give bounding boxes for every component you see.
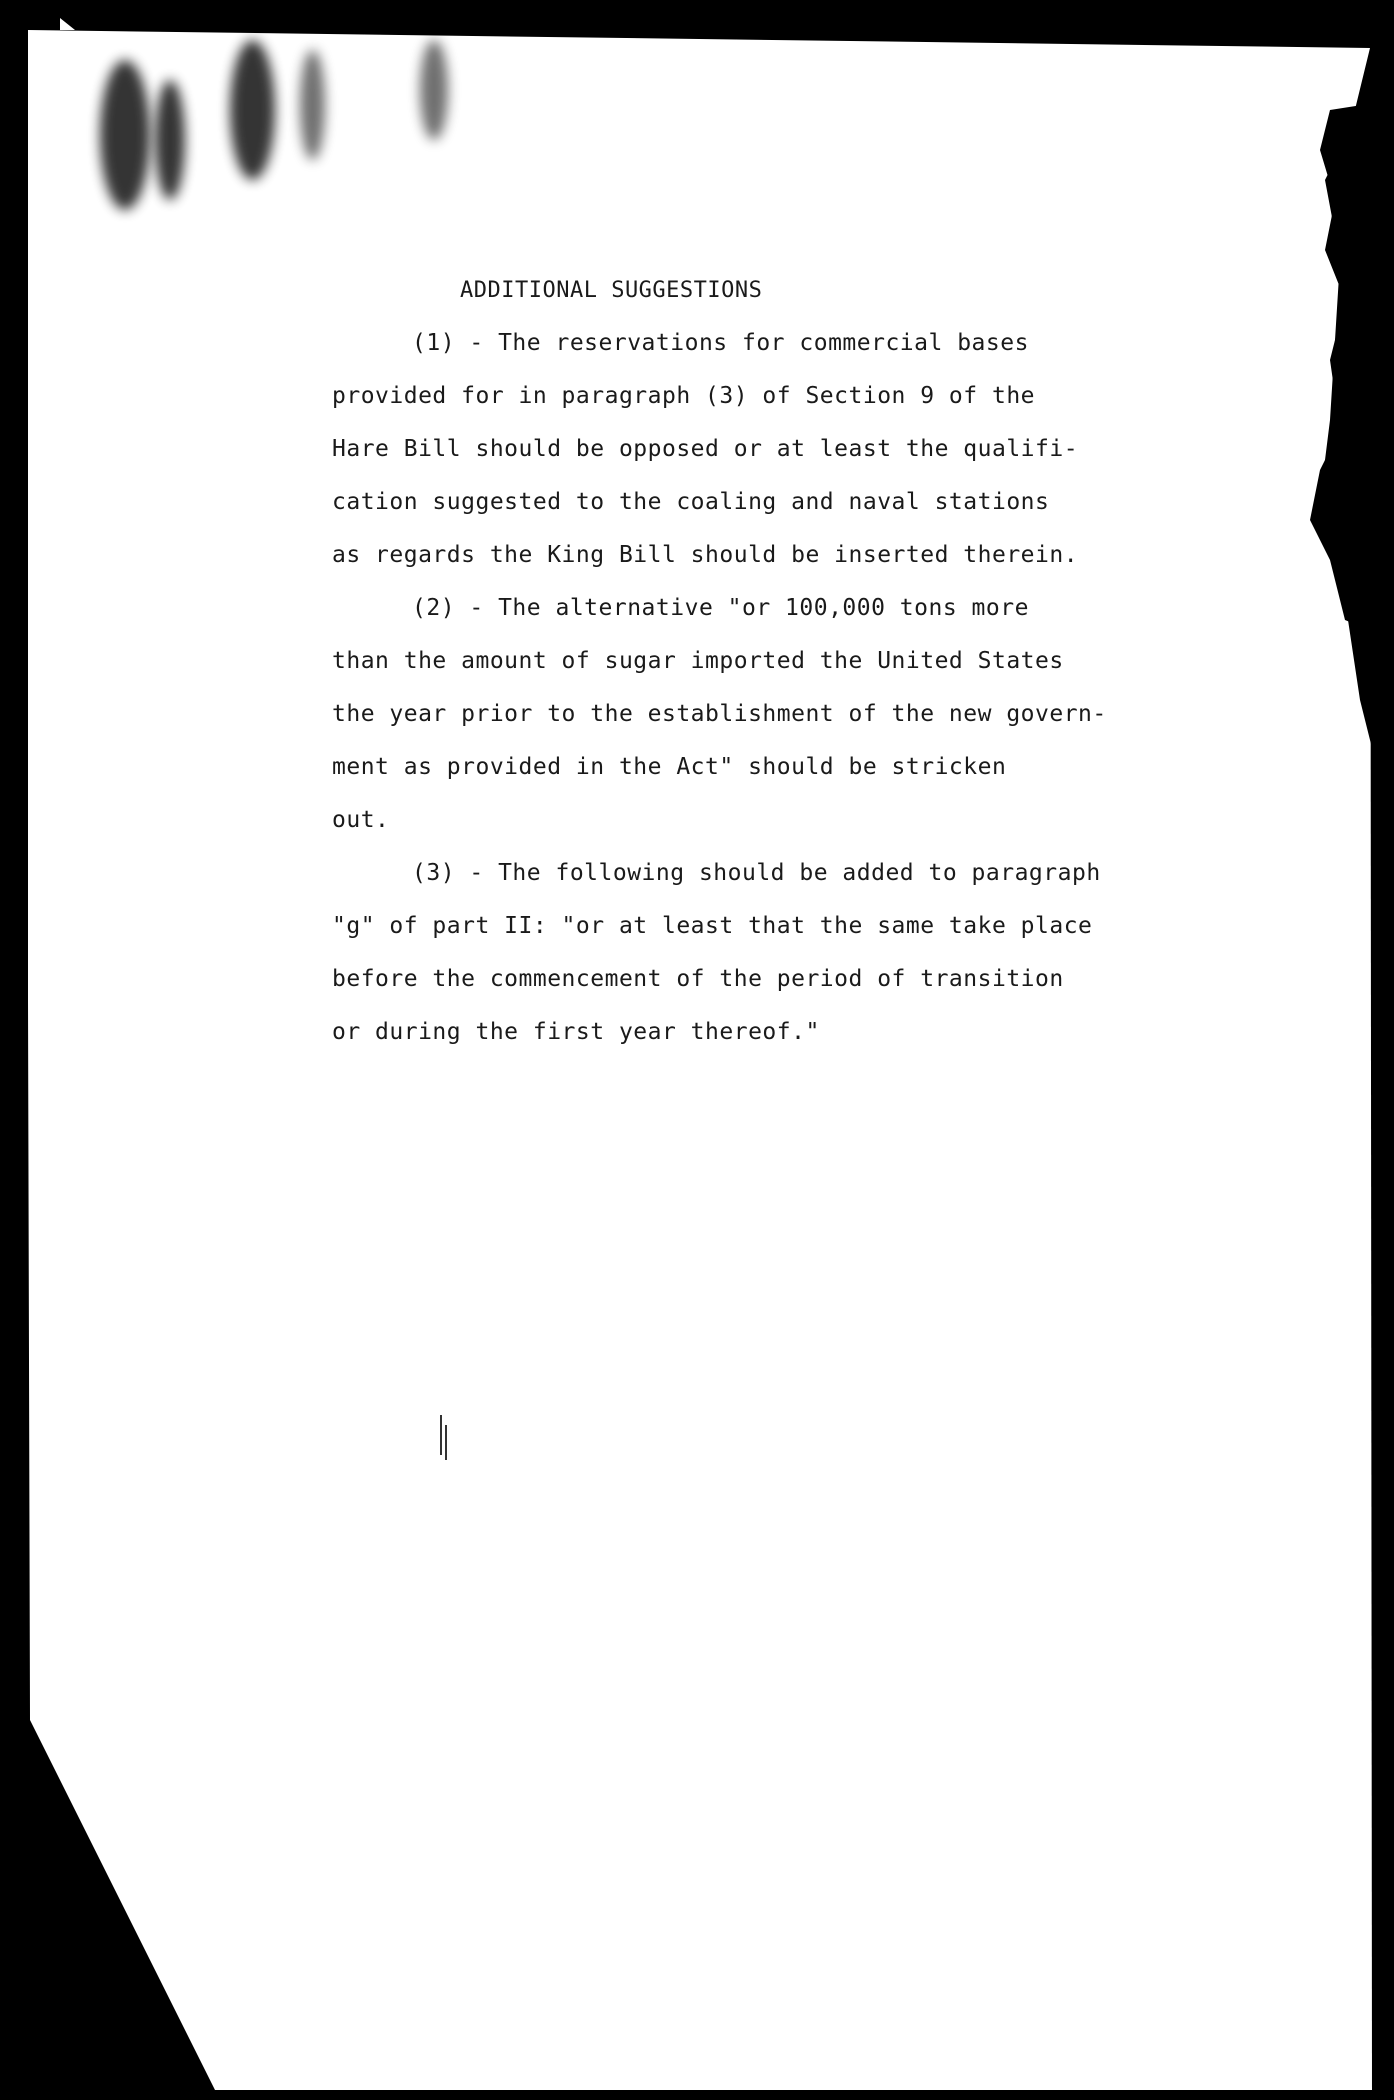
text-line: or during the first year thereof."	[332, 1019, 820, 1045]
text-line: (3) - The following should be added to paragraph	[412, 860, 1101, 886]
text-line: the year prior to the establishment of the new govern-	[332, 701, 1107, 727]
ink-smudge	[155, 80, 185, 200]
text-line: (1) - The reservations for commercial bases	[412, 330, 1029, 356]
text-line: out.	[332, 807, 390, 833]
ink-smudge	[100, 60, 150, 210]
pencil-mark	[445, 1425, 447, 1460]
text-line: (2) - The alternative "or 100,000 tons more	[412, 595, 1029, 621]
pencil-mark	[440, 1415, 442, 1455]
text-line: cation suggested to the coaling and naval stations	[332, 489, 1050, 515]
text-line: ment as provided in the Act" should be stricken	[332, 754, 1007, 780]
ink-smudge	[300, 50, 325, 160]
text-line: as regards the King Bill should be inserted therein.	[332, 542, 1079, 568]
ink-smudge	[230, 40, 275, 180]
text-line: provided for in paragraph (3) of Section 9 of the	[332, 383, 1036, 409]
text-line: before the commencement of the period of transition	[332, 966, 1064, 992]
text-line: "g" of part II: "or at least that the same take place	[332, 913, 1093, 939]
text-line: than the amount of sugar imported the United States	[332, 648, 1064, 674]
document-title: ADDITIONAL SUGGESTIONS	[460, 278, 763, 303]
text-line: Hare Bill should be opposed or at least the qualifi-	[332, 436, 1079, 462]
ink-smudge	[420, 40, 448, 140]
